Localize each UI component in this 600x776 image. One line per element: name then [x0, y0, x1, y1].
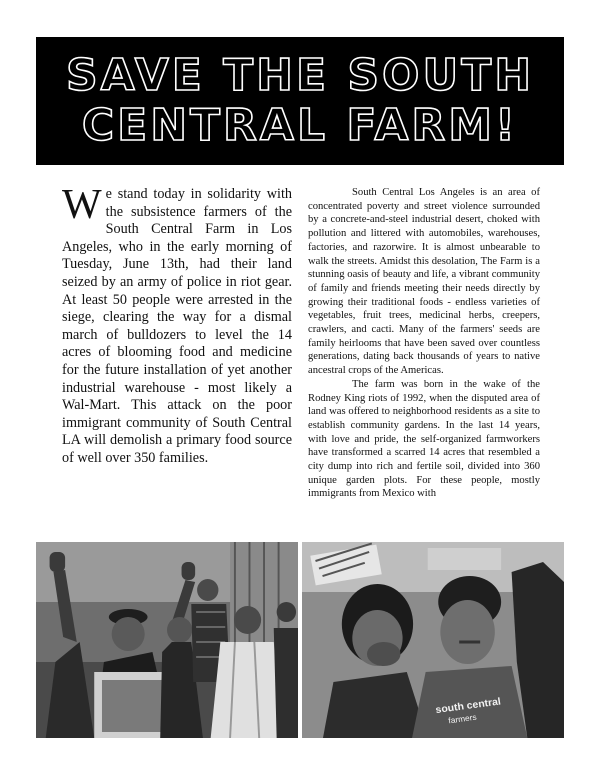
article-paragraph-1: South Central Los Angeles is an area of concentrated poverty and street violence surrounded by a concrete-and-steel industrial desert, choked with pollution and littered with automobiles, warehouses, factories, and razorwire. It is almost unbearable to walk the streets. Amidst this desolation, The Farm is a stunning oasis of beauty and life, a vibrant community of family and friends meeting their needs directly by growing their traditional foods - endless varieties of vegetables, fruit trees, medicinal herbs, creepers, crawlers, and cacti. Many of the farmers' seeds are family heirlooms that have been saved over countless generations, dating back thousands of years to native ancestral crops of the Americas. [308, 187, 540, 377]
shirt-text-line-2: farmers [447, 712, 478, 726]
page-title-line-1: SAVE THE SOUTH [65, 50, 535, 101]
drop-cap: W [62, 182, 102, 228]
intro-paragraph [62, 182, 292, 468]
crying-farmers-image [302, 542, 564, 738]
protesters-raised-fists-image [36, 542, 298, 738]
title-banner [36, 37, 564, 165]
right-column-article [308, 186, 540, 501]
protest-photo-left [36, 542, 298, 738]
intro-text: e stand today in solidarity with the subsistence farmers of the South Central Farm in Los Angeles, who in the early morning of Tuesday, June 13th, had their land seized by an army of police in riot gear. At least 50 people were arrested in the siege, clearing the way for a dismal march of bulldozers to level the 14 acres of blooming food and medicine for the future installation of yet another industrial warehouse - most likely a Wal-Mart. This attack on the poor immigrant community of South Central LA will demolish a primary food source of well over 350 families. [62, 186, 292, 466]
photo-strip [36, 542, 564, 738]
shirt-text-line-1: south central [434, 696, 502, 716]
article-paragraph-2: The farm was born in the wake of the Rodney King riots of 1992, when the disputed area of land was offered to neighborhood residents as a site to establish community gardens. In the last 14 years, with love and pride, the self-organized farmworkers have transformed a scarred 14 acres that resembled a city dump into rich and fertile soil, divided into 360 unique garden plots. For these people, mostly immigrants from Mexico with [308, 378, 540, 500]
page-title-line-2: CENTRAL FARM! [81, 100, 519, 151]
crying-farmers-photo-right [302, 542, 564, 738]
left-column-intro [62, 182, 292, 468]
